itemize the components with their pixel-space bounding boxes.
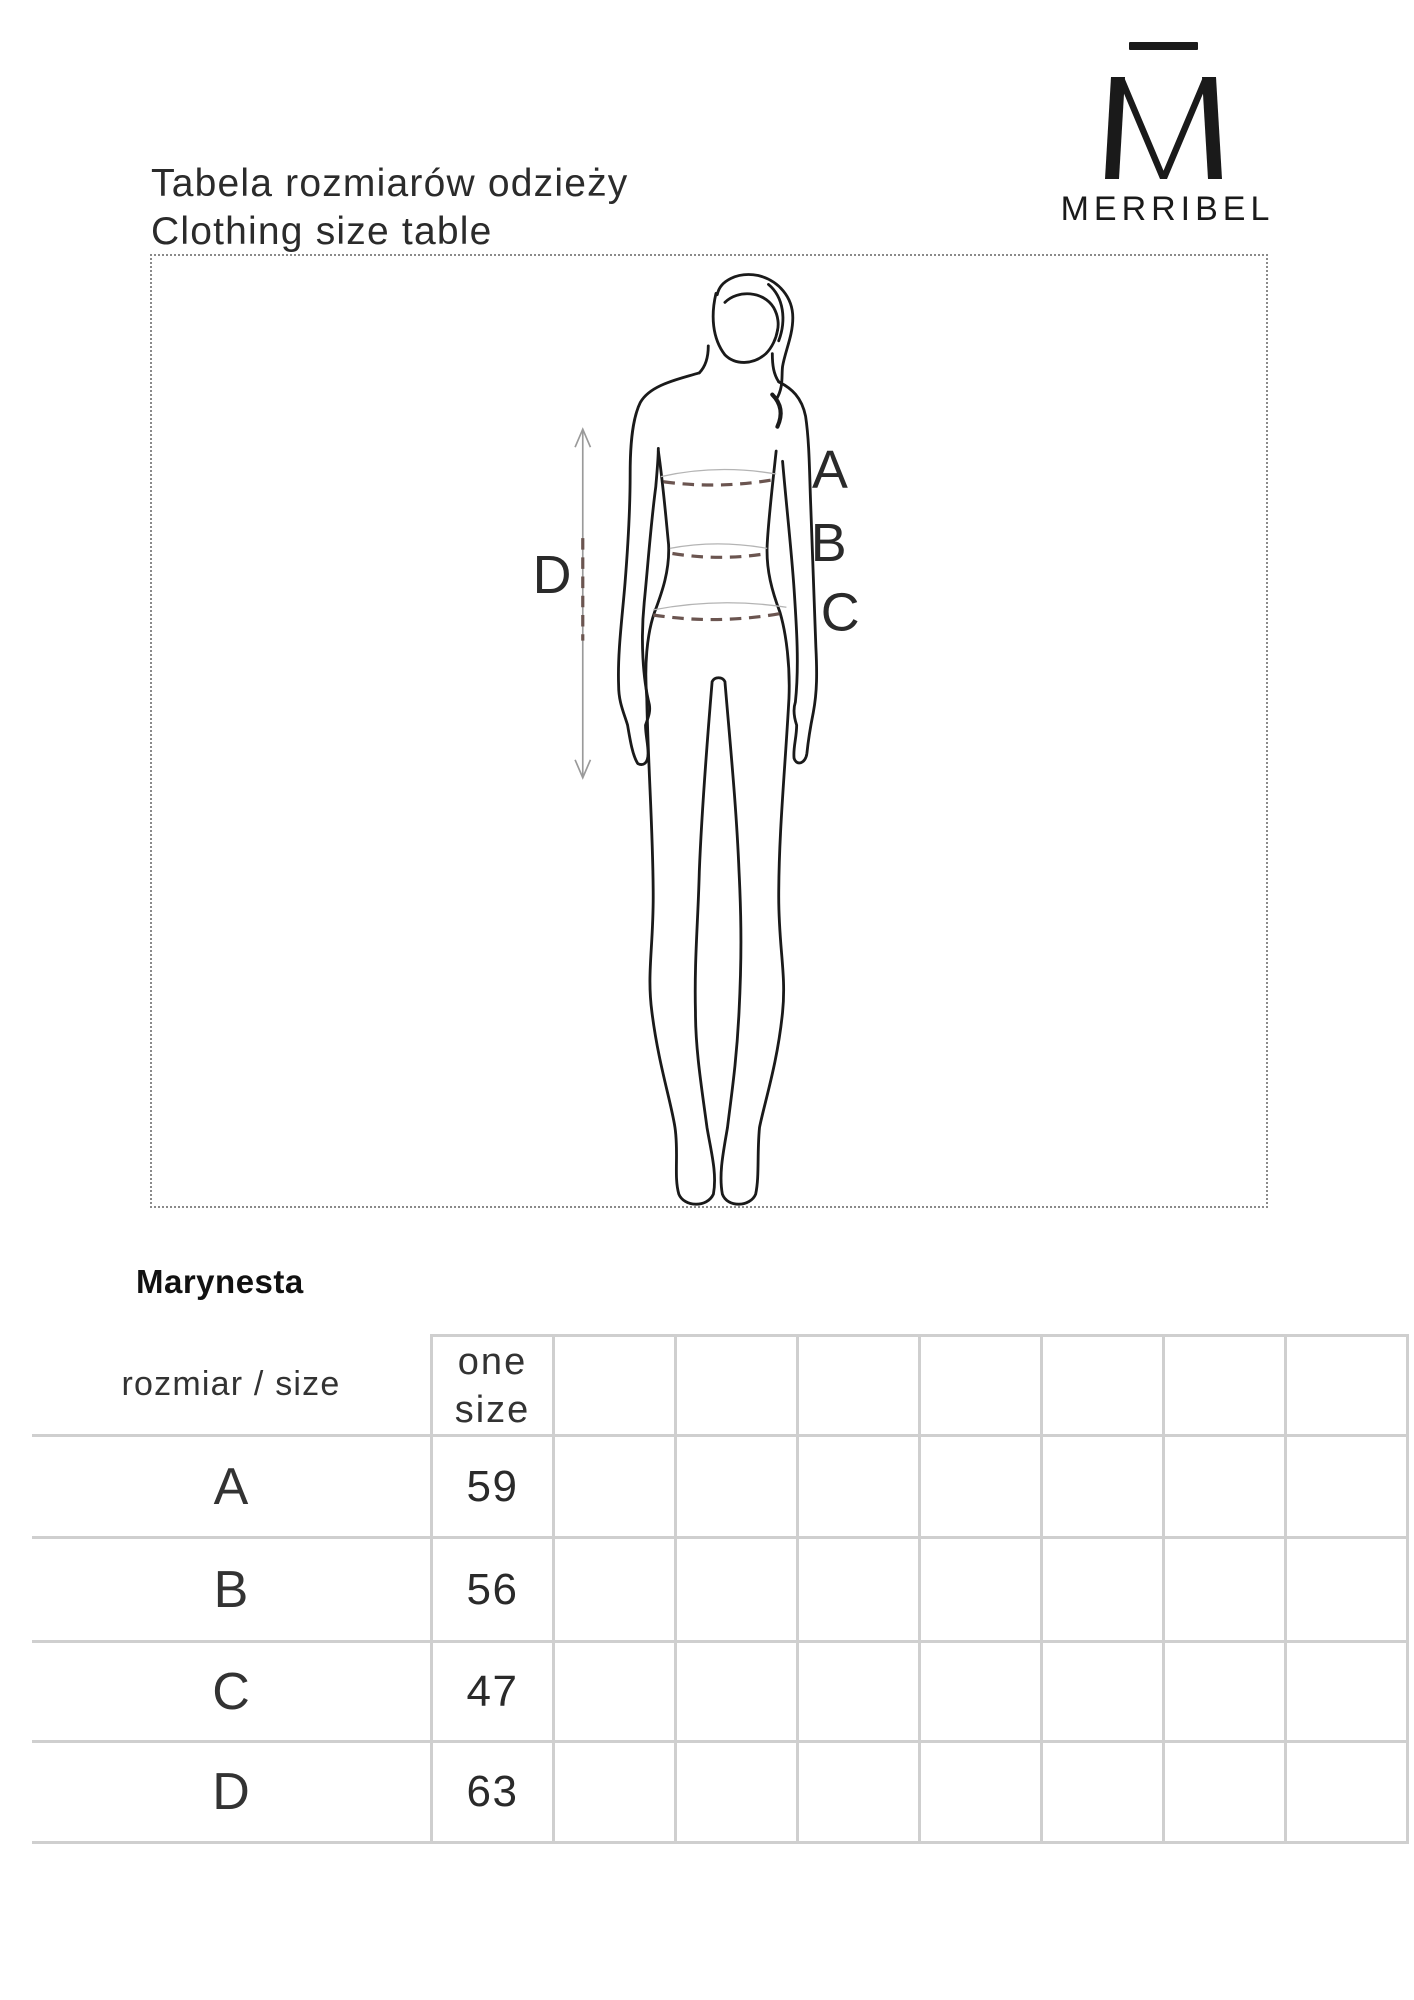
table-cell	[1042, 1538, 1164, 1642]
logo-left-diagonal	[1117, 77, 1167, 179]
table-cell	[920, 1436, 1042, 1538]
table-cell	[798, 1742, 920, 1843]
table-cell	[1042, 1642, 1164, 1742]
table-cell	[798, 1538, 920, 1642]
brand-logo-mark	[1104, 42, 1223, 179]
size-column-header	[1164, 1336, 1286, 1436]
row-label: C	[32, 1642, 432, 1742]
row-label: D	[32, 1742, 432, 1843]
table-row	[32, 1742, 1408, 1843]
logo-right-diagonal	[1160, 77, 1210, 179]
size-header-label: rozmiar / size	[32, 1336, 432, 1436]
product-name: Marynesta	[136, 1263, 304, 1300]
measure-label-d: D	[532, 545, 572, 606]
table-cell	[798, 1642, 920, 1742]
table-cell	[554, 1642, 676, 1742]
table-cell	[554, 1538, 676, 1642]
size-column-header	[798, 1336, 920, 1436]
logo-left-stem	[1105, 77, 1125, 179]
table-cell: 47	[432, 1642, 554, 1742]
table-cell	[1042, 1436, 1164, 1538]
logo-bar	[1129, 42, 1198, 50]
size-table	[32, 1334, 1409, 1844]
row-label: B	[32, 1538, 432, 1642]
measure-label-b: B	[810, 513, 847, 574]
table-cell	[1042, 1742, 1164, 1843]
table-cell	[798, 1436, 920, 1538]
size-column-header: one size	[432, 1336, 554, 1436]
table-cell: 63	[432, 1742, 554, 1843]
measurement-diagram-frame	[150, 254, 1268, 1208]
size-column-header	[920, 1336, 1042, 1436]
size-column-header	[1286, 1336, 1408, 1436]
table-cell	[676, 1436, 798, 1538]
table-cell: 56	[432, 1538, 554, 1642]
page-heading	[151, 160, 629, 256]
table-cell	[1164, 1436, 1286, 1538]
heading-polish: Tabela rozmiarów odzieży	[151, 162, 629, 205]
table-cell	[920, 1742, 1042, 1843]
table-row	[32, 1436, 1408, 1538]
size-column-header	[554, 1336, 676, 1436]
brand-name: MERRIBEL	[1060, 190, 1275, 228]
table-cell	[1286, 1642, 1408, 1742]
table-cell	[554, 1742, 676, 1843]
row-label: A	[32, 1436, 432, 1538]
table-cell	[676, 1642, 798, 1742]
table-cell	[554, 1436, 676, 1538]
table-cell	[920, 1642, 1042, 1742]
table-cell	[676, 1538, 798, 1642]
size-header-row	[32, 1336, 1408, 1436]
heading-english: Clothing size table	[151, 210, 493, 253]
size-column-header	[676, 1336, 798, 1436]
measure-label-c: C	[820, 582, 860, 643]
size-column-header	[1042, 1336, 1164, 1436]
table-cell	[1164, 1742, 1286, 1843]
table-cell: 59	[432, 1436, 554, 1538]
table-cell	[676, 1742, 798, 1843]
table-cell	[1286, 1742, 1408, 1843]
table-cell	[1286, 1436, 1408, 1538]
table-cell	[1164, 1642, 1286, 1742]
measure-label-a: A	[812, 440, 848, 501]
logo-right-stem	[1202, 77, 1222, 179]
table-cell	[1286, 1538, 1408, 1642]
table-cell	[1164, 1538, 1286, 1642]
table-cell	[920, 1538, 1042, 1642]
table-row	[32, 1642, 1408, 1742]
table-row	[32, 1538, 1408, 1642]
